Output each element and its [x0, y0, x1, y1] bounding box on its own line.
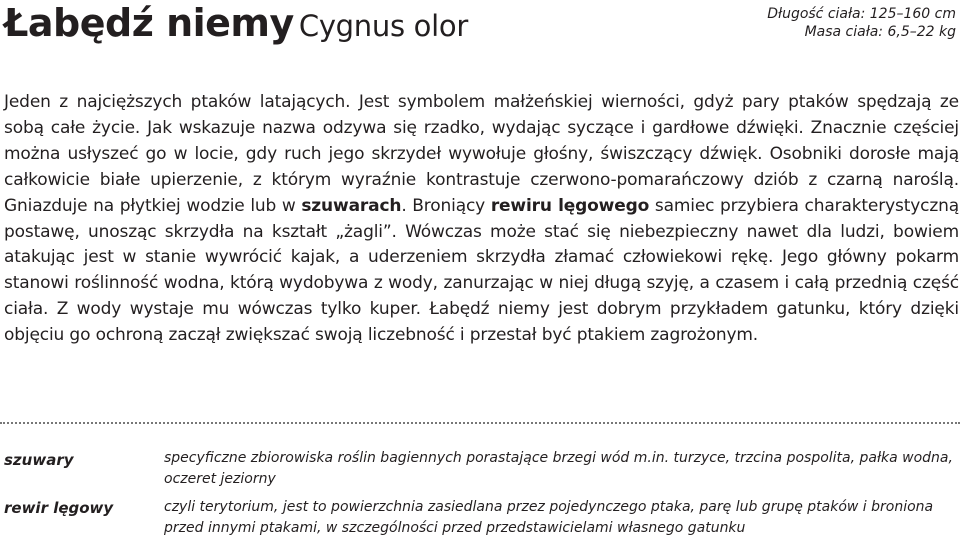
- species-title: [4, 0, 468, 54]
- description-part-1: Jeden z najcięższych ptaków latających. Jest symbolem małżeńskiej wierności, gdyż pary ptaków spędzają ze sobą całe życie. Jak wskazuje nazwa odzywa się rzadko, wydając syczące i gardłowe dźwięki. Znacznie częściej można usłyszeć go w locie, gdy ruch jego skrzydeł wywołuje głośny, świszczący dźwięk. Osobniki dorosłe mają całkowicie białe upierzenie, z którym wyraźnie kontrastuje czerwono-pomarańczowy dziób z czarną naroślą. Gniazduje na płytkiej wodzie lub w: [4, 92, 959, 216]
- glossary-term-szuwary: szuwary: [4, 451, 74, 469]
- term-highlight-szuwary: szuwarach: [301, 195, 402, 216]
- description-paragraph: [4, 90, 959, 349]
- glossary-definition-rewir: czyli terytorium, jest to powierzchnia zasiedlana przez pojedynczego ptaka, parę lub grupę ptaków i broniona przed innymi ptakami, w szczególności przed przedstawicielami własnego gatunku: [164, 499, 934, 536]
- species-name-latin: Cygnus olor: [298, 9, 468, 43]
- species-stats: [767, 5, 956, 41]
- stat-body-length: Długość ciała: 125–160 cm: [767, 6, 956, 22]
- description-part-2: . Broniący: [401, 195, 486, 216]
- term-highlight-rewir: rewiru lęgowego: [490, 195, 650, 216]
- glossary-term-rewir: rewir lęgowy: [4, 499, 114, 517]
- glossary-definition-szuwary: specyficzne zbiorowiska roślin bagiennych porastające brzegi wód m.in. turzyce, trzcina pospolita, pałka wodna, oczeret jeziorny: [164, 450, 953, 487]
- species-name-polish: Łabędź niemy: [4, 1, 294, 45]
- description-part-3: samiec przybiera charakterystyczną postawę, unosząc skrzydła na kształt „żagli”. Wówczas może stać się niebezpieczny nawet dla ludzi, bowiem atakując jest w stanie wywrócić kajak, a uderzeniem skrzydła złamać człowiekowi rękę. Jego główny pokarm stanowi roślinność wodna, którą wydobywa z wody, zanurzając w niej długą szyję, a czasem i całą przednią część ciała. Z wody wystaje mu wówczas tylko kuper. Łabędź niemy jest dobrym przykładem gatunku, który dzięki objęciu go ochroną zaczął zwiększać swoją liczebność i przestał być ptakiem zagrożonym.: [4, 195, 959, 346]
- stat-body-mass: Masa ciała: 6,5–22 kg: [804, 24, 956, 40]
- dotted-divider: [0, 422, 960, 424]
